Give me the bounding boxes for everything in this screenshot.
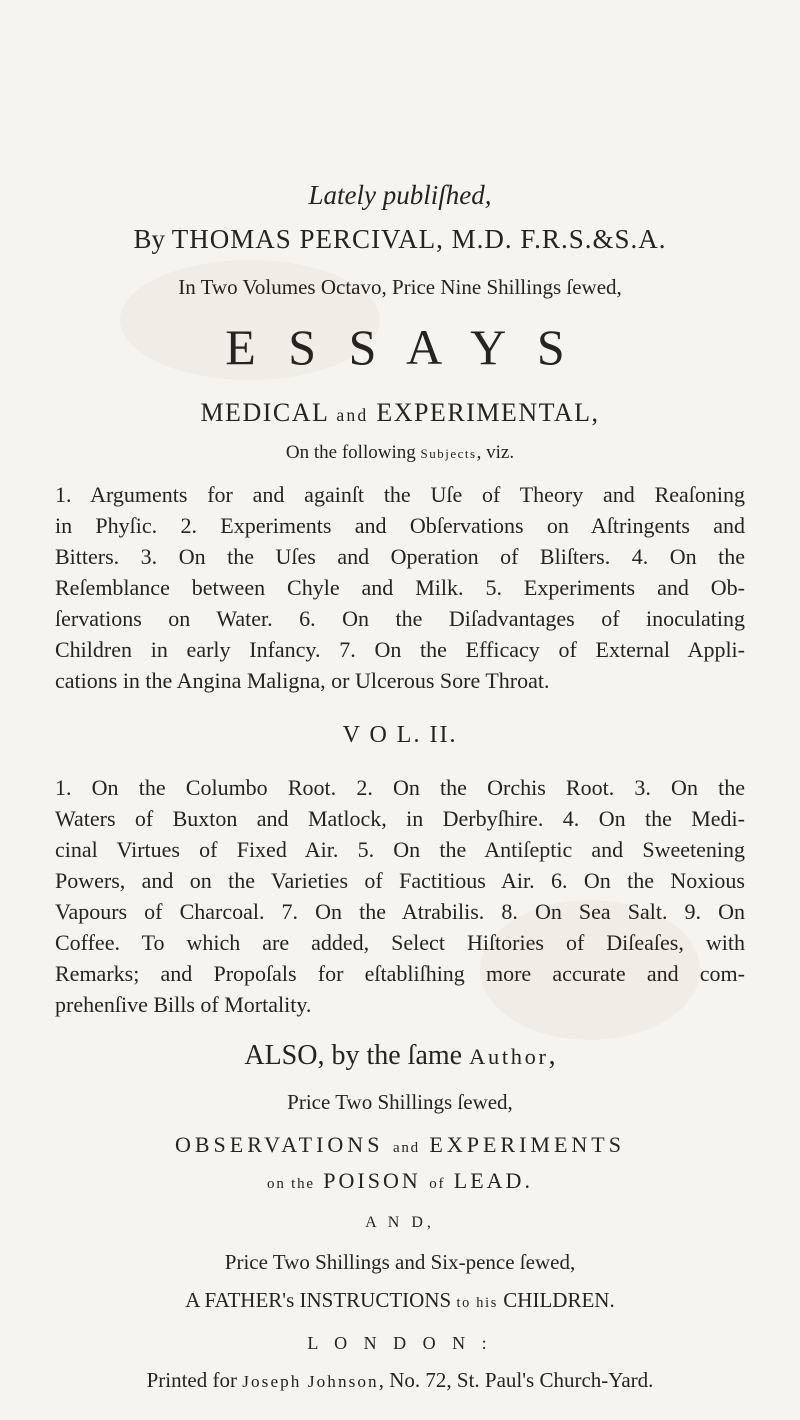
also-line [0,1040,800,1072]
london-line [0,1333,800,1354]
volumes-price-text: In Two Volumes Octavo, Price Nine Shillings ſewed, [178,275,622,299]
vol1-line: cations in the Angina Maligna, or Ulcerous Sore Throat. [55,668,550,693]
lead-word: LEAD. [453,1168,533,1193]
observations-and: and [392,1140,420,1156]
observations-word: OBSERVATIONS [175,1132,384,1157]
and-divider [0,1214,800,1232]
on-the: on the [267,1176,315,1192]
lately-published-text: Lately publiſhed, [308,180,492,210]
imprint-line [0,1368,800,1393]
also-price-text: Price Two Shillings ſewed, [287,1090,513,1114]
vol1-line: in Phyſic. 2. Experiments and Obſervations on Aſtringents and [55,513,745,538]
father-title-text: A FATHER's INSTRUCTIONS [185,1288,452,1312]
subjects-word: Subjects [420,446,477,461]
observations-title [0,1132,800,1158]
vol2-line: Coffee. To which are added, Select Hiſtories of Diſeaſes, with [55,930,745,955]
subjects-post: , viz. [476,442,515,463]
vol2-line: 1. On the Columbo Root. 2. On the Orchis Root. 3. On the [55,775,745,800]
also-price [0,1090,800,1115]
essays-subtitle [0,398,800,428]
subtitle-and: and [336,405,369,425]
also-post: , [548,1040,556,1071]
essays-title [0,318,800,376]
father-price [0,1250,800,1275]
by-word: By [133,224,166,254]
vol1-line: Children in early Infancy. 7. On the Efficacy of External Appli- [55,637,745,662]
children-word: CHILDREN. [503,1288,615,1312]
subtitle-medical: MEDICAL [200,398,329,427]
father-title [0,1288,800,1313]
author-name: THOMAS PERCIVAL, M.D. F.R.S.&S.A. [171,224,667,254]
vol2-heading [0,722,800,749]
printer-address: , No. 72, St. Paul's Church-Yard. [378,1368,654,1392]
volumes-price [0,275,800,300]
essays-title-text: E S S A Y S [225,319,575,375]
vol2-heading-text: V O L. II. [342,722,458,748]
subjects-pre: On the following [285,442,416,463]
author-line [0,224,800,255]
also-pre: ALSO, by the ſame [244,1040,463,1071]
london-text: L O N D O N : [307,1333,493,1353]
vol2-line: prehenſive Bills of Mortality. [55,992,312,1017]
subjects-line [0,442,800,464]
vol2-line: Waters of Buxton and Matlock, in Derbyſhire. 4. On the Medi- [55,806,745,831]
vol1-line: 1. Arguments for and againſt the Uſe of Theory and Reaſoning [55,482,745,507]
experiments-word: EXPERIMENTS [429,1132,625,1157]
printer-name: Joseph Johnson [242,1372,379,1391]
vol2-line: Remarks; and Propoſals for eſtabliſhing more accurate and com- [55,961,745,986]
poison-line [0,1168,800,1194]
and-text: A N D, [365,1214,435,1231]
printed-for: Printed for [146,1368,237,1392]
vol2-line: cinal Virtues of Fixed Air. 5. On the Antiſeptic and Sweetening [55,837,745,862]
lately-published [0,180,800,211]
vol1-line: ſervations on Water. 6. On the Diſadvantages of inoculating [55,606,745,631]
vol1-line: Bitters. 3. On the Uſes and Operation of Bliſters. 4. On the [55,544,745,569]
vol2-line: Vapours of Charcoal. 7. On the Atrabilis. 8. On Sea Salt. 9. On [55,899,745,924]
subtitle-experimental: EXPERIMENTAL, [376,398,600,427]
vol1-line: Reſemblance between Chyle and Milk. 5. Experiments and Ob- [55,575,745,600]
vol2-line: Powers, and on the Varieties of Factitious Air. 6. On the Noxious [55,868,745,893]
of-word: of [429,1176,446,1192]
father-price-text: Price Two Shillings and Six-pence ſewed, [224,1250,576,1274]
poison-word: POISON [323,1168,421,1193]
to-his: to his [456,1295,499,1311]
also-author: Author [469,1044,549,1069]
